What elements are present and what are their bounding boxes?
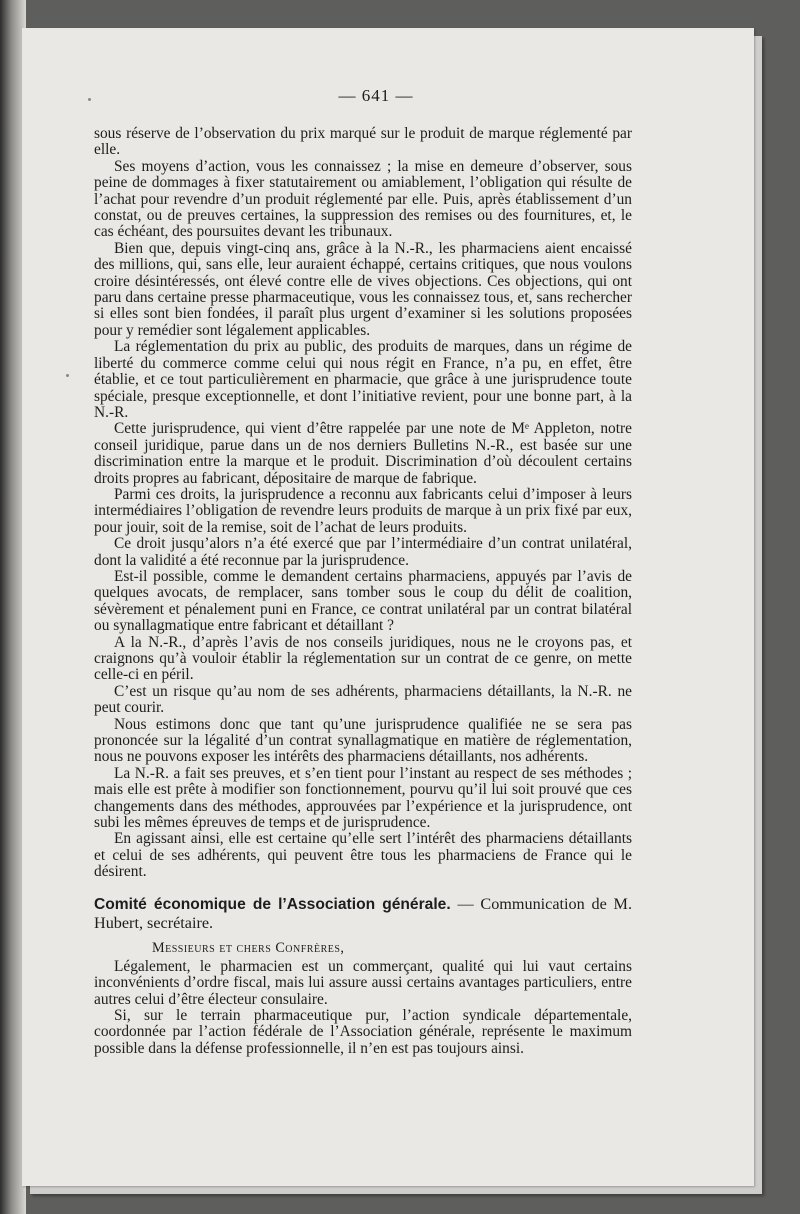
paragraph: La réglementation du prix au public, des produits de marques, dans un régime de liberté du commerce comme celui qui nous régit en France, n’a pu, en effet, être établie, et ce tout particulièrement en pharmacie, que grâce à une jurisprudence toute spéciale, presque exceptionnelle, et dont l’initiative revient, pour une bonne part, à la N.-R. <box>94 338 632 421</box>
paragraph: Bien que, depuis vingt-cinq ans, grâce à la N.-R., les pharmaciens aient encaissé des millions, qui, sans elle, leur auraient échappé, certains critiques, que nous voulons croire désintéressés, ont élevé contre elle de vives objections. Ces objections, qui ont paru dans certaine presse pharmaceutique, vous les connaissez tous, et, sans rechercher si elles sont bien fondées, il paraît plus urgent d’examiner si les solutions proposées pour y remédier sont légalement applicables. <box>94 239 632 339</box>
paragraph: sous réserve de l’observation du prix marqué sur le produit de marque réglementé par elle. <box>94 125 632 159</box>
section-heading <box>94 895 632 934</box>
paragraph: C’est un risque qu’au nom de ses adhérents, pharmaciens détaillants, la N.-R. ne peut courir. <box>94 682 632 717</box>
salutation: Messieurs et chers Confrères, <box>152 939 345 956</box>
paper-speck <box>66 374 69 377</box>
paragraph: Ce droit jusqu’alors n’a été exercé que par l’intermédiaire d’un contrat unilatéral, dont la validité a été reconnue par la jurisprudence. <box>94 535 632 569</box>
page-text <box>94 86 632 1057</box>
paragraph: Ses moyens d’action, vous les connaissez ; la mise en demeure d’observer, sous peine de dommages à fixer statutairement ou amiablement, l’obligation qui résulte de l’achat pour revendre d’un produit réglementé par elle. Puis, après établissement d’un constat, ou de preuves certaines, la suppression des remises ou des fournitures, et, le cas échéant, des poursuites devant les tribunaux. <box>94 157 632 241</box>
paragraph: Si, sur le terrain pharmaceutique pur, l’action syndicale départementale, coordonnée par l’action fédérale de l’Association générale, représente le maximum possible dans la défense professionnelle, il n’en est pas toujours ainsi. <box>94 1006 632 1057</box>
paragraph: Nous estimons donc que tant qu’une jurisprudence qualifiée ne se sera pas prononcée sur la légalité d’un contrat synallagmatique en matière de réglementation, nous ne pouvons exposer les intérêts des pharmaciens détaillants, nos adhérents. <box>94 715 632 766</box>
section-subtitle: — Communication de M. Hubert, secrétaire. <box>94 894 632 933</box>
paragraph: En agissant ainsi, elle est certaine qu’elle sert l’intérêt des pharmaciens détaillants et celui de ses adhérents, qui peuvent être tous les pharmaciens de France qui le désirent. <box>94 830 632 881</box>
paragraph: Est-il possible, comme le demandent certains pharmaciens, appuyés par l’avis de quelques avocats, de remplacer, sans tomber sous le coup du délit de coalition, sévèrement et pénalement puni en France, ce contrat unilatéral par un contrat bilatéral ou synallagmatique entre fabricant et détaillant ? <box>94 567 632 635</box>
paragraph: Parmi ces droits, la jurisprudence a reconnu aux fabricants celui d’imposer à leurs intermédiaires l’obligation de revendre leurs produits de marque à un prix fixé par eux, pour jouir, soit de la remise, soit de l’achat de leurs produits. <box>94 485 632 536</box>
paragraph: Légalement, le pharmacien est un commerçant, qualité qui lui vaut certains inconvénients d’ordre fiscal, mais lui assure aussi certains avantages particuliers, entre autres celui d’être électeur consulaire. <box>94 957 632 1008</box>
paragraph: La N.-R. a fait ses preuves, et s’en tient pour l’instant au respect de ses méthodes ; mais elle est prête à modifier son fonctionnement, pourvu qu’il lui soit prouvé que ces changements dans des méthodes, approuvées par l’expérience et la jurisprudence, ont subi les mêmes épreuves de temps et de jurisprudence. <box>94 764 632 832</box>
paper-speck <box>88 98 91 101</box>
paragraph: Cette jurisprudence, qui vient d’être rappelée par une note de Mᵉ Appleton, notre conseil juridique, parue dans un de nos derniers Bulletins N.-R., est basée sur une discrimination entre la marque et le produit. Discrimination d’où découlent certains droits propres au fabricant, dépositaire de marque de fabrique. <box>94 420 632 487</box>
page-number: — 641 — <box>338 86 414 105</box>
paragraph: A la N.-R., d’après l’avis de nos conseils juridiques, nous ne le croyons pas, et craignons qu’à vouloir établir la réglementation sur un contrat de ce genre, on mette celle-ci en péril. <box>94 633 632 684</box>
section-title: Comité économique de l’Association générale. <box>94 895 451 913</box>
